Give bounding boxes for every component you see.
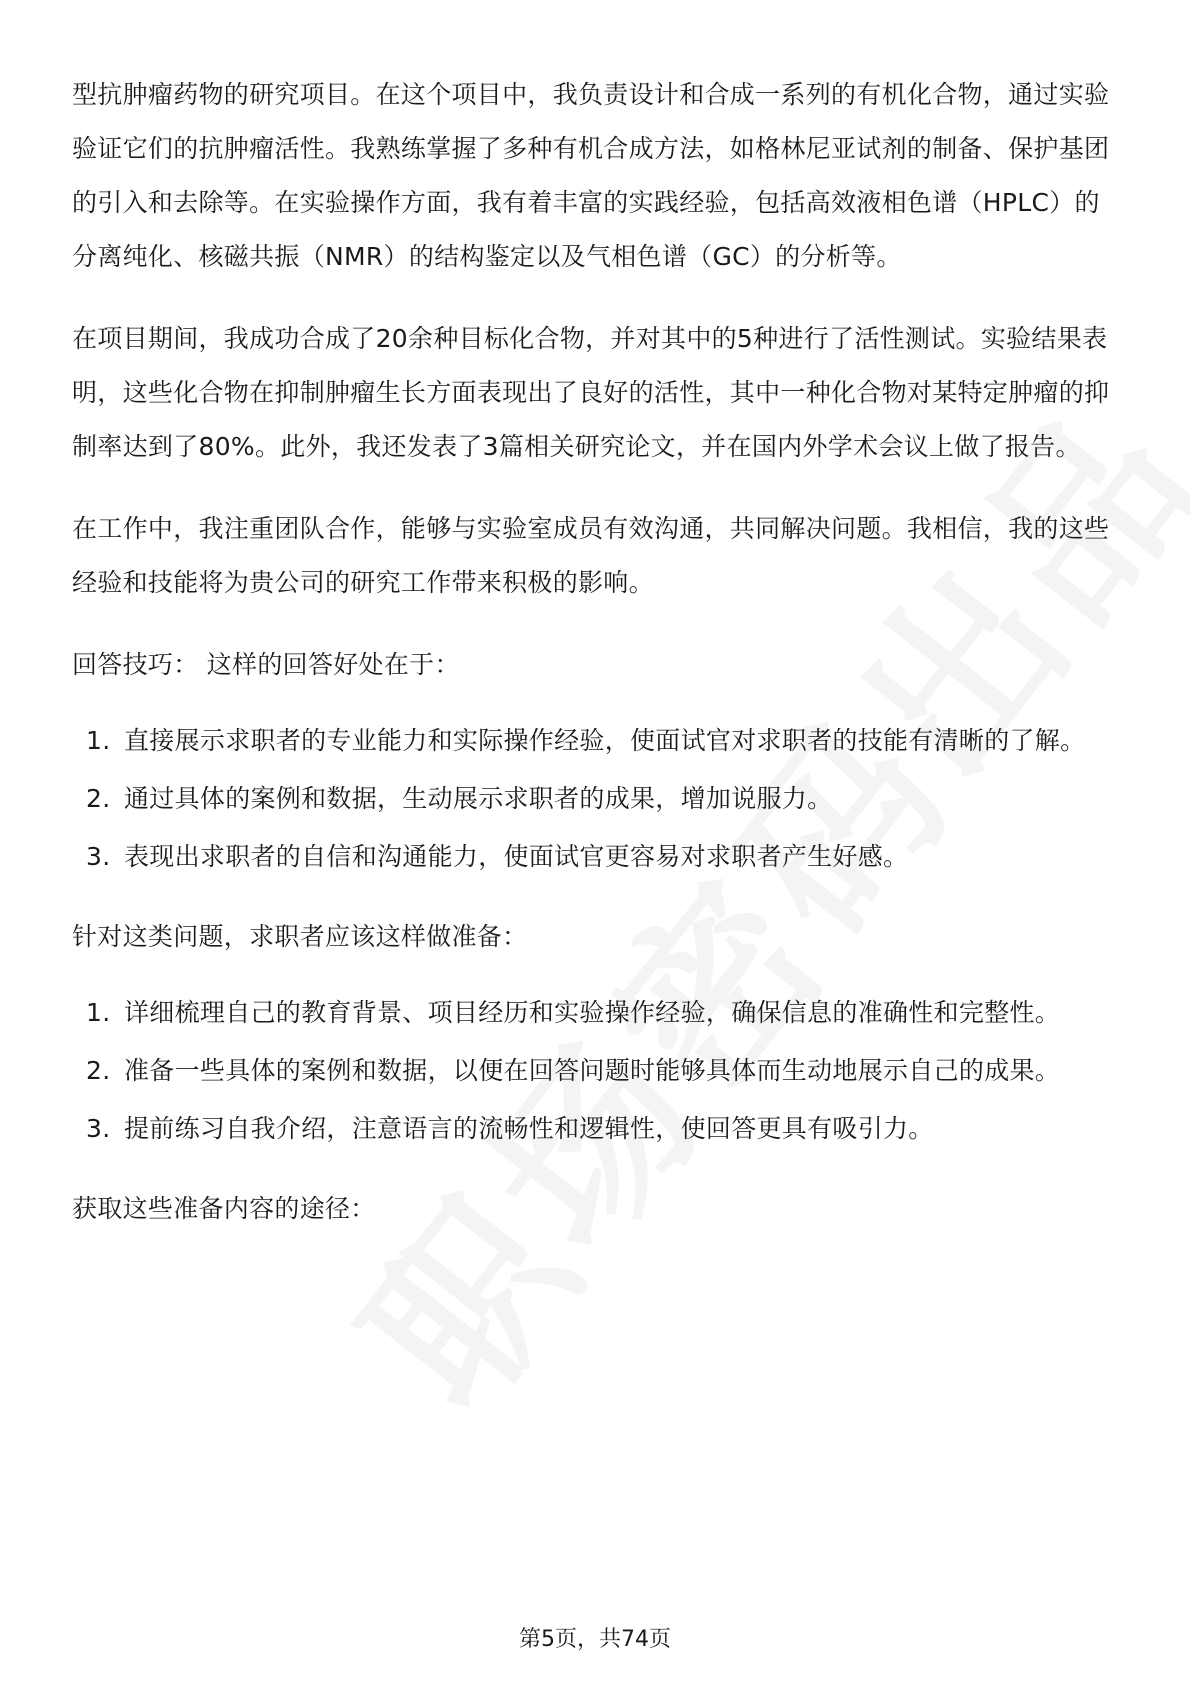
list-item-text: 通过具体的案例和数据，生动展示求职者的成果，增加说服力。 <box>124 784 833 813</box>
list-number: 3. <box>86 842 111 871</box>
list-item-text: 详细梳理自己的教育背景、项目经历和实验操作经验，确保信息的准确性和完整性。 <box>124 998 1061 1027</box>
list-item-text: 准备一些具体的案例和数据，以便在回答问题时能够具体而生动地展示自己的成果。 <box>124 1056 1061 1085</box>
page-number-label: 第5页，共74页 <box>519 1627 671 1652</box>
list-number: 2. <box>86 1056 111 1085</box>
page-content <box>72 68 1122 1264</box>
list-number: 3. <box>86 1114 111 1143</box>
page-footer <box>0 1622 1190 1653</box>
paragraph-project-description: 型抗肿瘤药物的研究项目。在这个项目中，我负责设计和合成一系列的有机化合物，通过实验验证它们的抗肿瘤活性。我熟练掌握了多种有机合成方法，如格林尼亚试剂的制备、保护基团的引入和去除等。在实验操作方面，我有着丰富的实践经验，包括高效液相色谱（HPLC）的分离纯化、核磁共振（NMR）的结构鉴定以及气相色谱（GC）的分析等。 <box>72 80 1110 271</box>
list-item <box>72 1102 1122 1156</box>
tips-list <box>72 714 1122 884</box>
list-item <box>72 1044 1122 1098</box>
list-item <box>72 830 1122 884</box>
prep-list <box>72 986 1122 1156</box>
list-item <box>72 986 1122 1040</box>
tips-heading: 回答技巧： 这样的回答好处在于： <box>72 650 460 679</box>
list-item-text: 直接展示求职者的专业能力和实际操作经验，使面试官对求职者的技能有清晰的了解。 <box>124 726 1086 755</box>
paragraph-project-results: 在项目期间，我成功合成了20余种目标化合物，并对其中的5种进行了活性测试。实验结果表明，这些化合物在抑制肿瘤生长方面表现出了良好的活性，其中一种化合物对某特定肿瘤的抑制率达到了80%。此外，我还发表了3篇相关研究论文，并在国内外学术会议上做了报告。 <box>72 324 1110 461</box>
source-heading: 获取这些准备内容的途径： <box>72 1194 376 1223</box>
list-number: 2. <box>86 784 111 813</box>
list-number: 1. <box>86 726 111 755</box>
list-item <box>72 772 1122 826</box>
list-item-text: 提前练习自我介绍，注意语言的流畅性和逻辑性，使回答更具有吸引力。 <box>124 1114 934 1143</box>
list-item <box>72 714 1122 768</box>
list-number: 1. <box>86 998 111 1027</box>
list-item-text: 表现出求职者的自信和沟通能力，使面试官更容易对求职者产生好感。 <box>124 842 909 871</box>
paragraph-teamwork: 在工作中，我注重团队合作，能够与实验室成员有效沟通，共同解决问题。我相信，我的这些经验和技能将为贵公司的研究工作带来积极的影响。 <box>72 514 1110 597</box>
prep-heading: 针对这类问题，求职者应该这样做准备： <box>72 922 528 951</box>
